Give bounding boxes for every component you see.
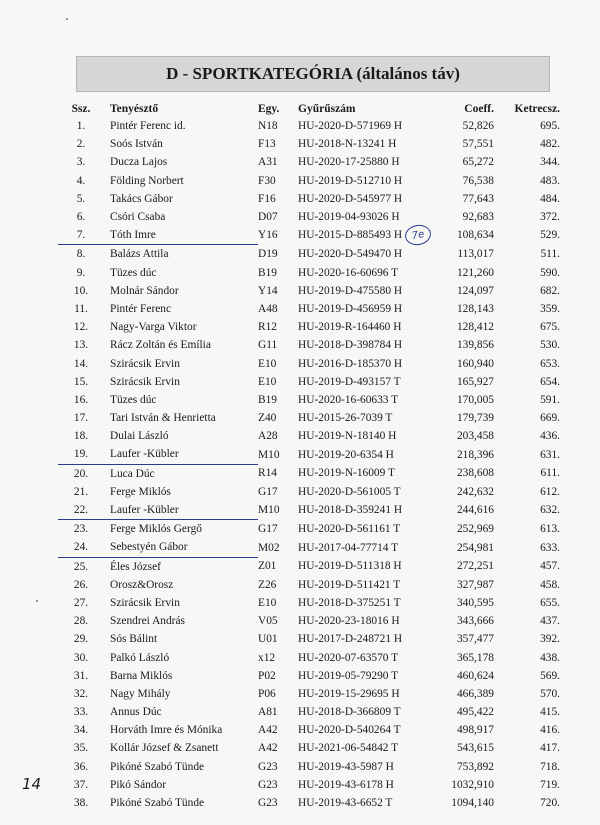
row-tenyeszto: Annus Dúc (110, 706, 162, 719)
row-gyuruszam: HU-2020-07-63570 T (298, 651, 399, 664)
row-gyuruszam: HU-2019-43-5987 H (298, 760, 394, 773)
row-coeff: 160,940 (456, 357, 494, 370)
row-ketrecsz: 392. (540, 633, 560, 646)
row-coeff: 357,477 (456, 633, 494, 646)
row-coeff: 365,178 (456, 651, 494, 664)
table-row (58, 172, 562, 190)
row-ketrecsz: 695. (540, 120, 560, 133)
page-title-box (76, 56, 550, 92)
row-tenyeszto: Szendrei András (110, 615, 185, 628)
row-tenyeszto: Tóth Imre (104, 226, 258, 245)
row-egy: M02 (258, 541, 280, 554)
table-row (58, 354, 562, 372)
row-coeff: 254,981 (456, 541, 494, 554)
row-ssz: 22. (58, 501, 104, 520)
row-ketrecsz: 590. (540, 266, 560, 279)
row-ssz: 26. (73, 578, 89, 591)
table-row (58, 794, 562, 812)
row-tenyeszto: Nagy Mihály (110, 687, 171, 700)
row-ketrecsz: 591. (540, 393, 560, 406)
row-ssz: 25. (73, 560, 89, 573)
annotation-text: 7e (410, 228, 426, 242)
row-egy: N18 (258, 120, 278, 133)
row-coeff: 52,826 (462, 120, 494, 133)
row-egy: D19 (258, 248, 278, 261)
row-coeff: 128,143 (456, 302, 494, 315)
row-gyuruszam: HU-2018-D-366809 T (298, 706, 401, 719)
row-coeff: 466,389 (456, 687, 494, 700)
row-gyuruszam: HU-2020-D-571969 H (298, 120, 403, 133)
row-gyuruszam: HU-2015-D-885493 H (298, 229, 403, 242)
row-tenyeszto: Szirácsik Ervin (110, 357, 180, 370)
row-tenyeszto: Luca Dúc (110, 467, 155, 480)
row-ketrecsz: 613. (540, 522, 560, 535)
row-egy: E10 (258, 357, 277, 370)
row-egy: Z01 (258, 560, 277, 573)
table-row (58, 685, 562, 703)
table-row (58, 208, 562, 226)
row-ketrecsz: 417. (540, 742, 560, 755)
row-egy: Z40 (258, 412, 277, 425)
row-gyuruszam: HU-2020-D-540264 T (298, 724, 401, 737)
row-egy: R12 (258, 321, 277, 334)
row-ssz: 13. (73, 339, 89, 352)
row-egy: V05 (258, 615, 278, 628)
row-gyuruszam: HU-2019-05-79290 T (298, 669, 399, 682)
row-ketrecsz: 484. (540, 192, 560, 205)
row-gyuruszam: HU-2020-D-561005 T (298, 485, 401, 498)
row-gyuruszam: HU-2019-D-493157 T (298, 375, 401, 388)
row-tenyeszto: Szirácsik Ervin (110, 596, 180, 609)
table-row (58, 445, 562, 464)
row-ssz: 21. (73, 485, 89, 498)
page-title: D - SPORTKATEGÓRIA (általános táv) (166, 64, 460, 83)
row-egy: A48 (258, 302, 278, 315)
row-ssz: 12. (73, 321, 89, 334)
row-ketrecsz: 457. (540, 560, 560, 573)
row-ketrecsz: 436. (540, 430, 560, 443)
row-tenyeszto: Csóri Csaba (110, 211, 166, 224)
row-ketrecsz: 511. (540, 248, 560, 261)
header-coeff: Coeff. (464, 103, 494, 115)
row-tenyeszto: Laufer -Kübler (104, 445, 258, 464)
row-coeff: 498,917 (456, 724, 494, 737)
row-egy: B19 (258, 266, 277, 279)
row-gyuruszam: HU-2020-16-60633 T (298, 393, 399, 406)
row-egy: G17 (258, 522, 278, 535)
row-ketrecsz: 632. (540, 504, 560, 517)
row-tenyeszto: Molnár Sándor (110, 284, 179, 297)
table-row (58, 501, 562, 520)
row-egy: A42 (258, 742, 278, 755)
table-body (58, 117, 562, 812)
row-tenyeszto: Balázs Attila (110, 248, 169, 261)
row-ketrecsz: 458. (540, 578, 560, 591)
row-ssz: 30. (73, 651, 89, 664)
row-ssz: 34. (73, 724, 89, 737)
row-tenyeszto: Rácz Zoltán és Emília (110, 339, 211, 352)
row-ketrecsz: 631. (540, 448, 560, 461)
row-ssz: 10. (73, 284, 89, 297)
table-row (58, 300, 562, 318)
table-row (58, 739, 562, 757)
row-coeff: 753,892 (456, 760, 494, 773)
row-coeff: 238,608 (456, 467, 494, 480)
row-coeff: 244,616 (456, 504, 494, 517)
row-gyuruszam: HU-2019-D-512710 H (298, 174, 403, 187)
row-ssz: 18. (73, 430, 89, 443)
row-ssz: 31. (73, 669, 89, 682)
row-gyuruszam: HU-2019-R-164460 H (298, 321, 402, 334)
row-ssz: 23. (73, 523, 89, 536)
row-gyuruszam: HU-2020-23-18016 H (298, 615, 400, 628)
table-row (58, 318, 562, 336)
row-ketrecsz: 416. (540, 724, 560, 737)
row-coeff: 65,272 (462, 156, 494, 169)
row-ketrecsz: 529. (540, 229, 560, 242)
row-ketrecsz: 569. (540, 669, 560, 682)
row-tenyeszto: Tüzes dúc (110, 266, 157, 279)
row-coeff: 121,260 (456, 266, 494, 279)
row-ssz: 8. (76, 248, 86, 261)
row-ketrecsz: 718. (540, 760, 560, 773)
row-egy: Y14 (258, 284, 278, 297)
row-egy: G23 (258, 760, 278, 773)
row-gyuruszam: HU-2019-20-6354 H (298, 448, 394, 461)
row-egy: M10 (258, 448, 280, 461)
row-tenyeszto: Pintér Ferenc (110, 302, 172, 315)
row-gyuruszam: HU-2018-D-359241 H (298, 504, 403, 517)
row-gyuruszam: HU-2018-D-375251 T (298, 596, 401, 609)
row-egy: G11 (258, 339, 278, 352)
row-ssz: 4. (76, 174, 86, 187)
row-gyuruszam: HU-2020-D-561161 T (298, 522, 401, 535)
table-row (58, 557, 562, 576)
table-row (58, 721, 562, 739)
results-table (58, 101, 562, 812)
row-ssz: 33. (73, 706, 89, 719)
row-coeff: 1032,910 (451, 778, 494, 791)
row-gyuruszam: HU-2020-D-545977 H (298, 192, 403, 205)
row-coeff: 165,927 (456, 375, 494, 388)
header-egy: Egy. (258, 103, 280, 115)
row-tenyeszto: Tari István & Henrietta (110, 412, 216, 425)
row-ketrecsz: 669. (540, 412, 560, 425)
row-egy: G23 (258, 778, 278, 791)
row-gyuruszam: HU-2020-16-60696 T (298, 266, 399, 279)
row-tenyeszto: Földing Norbert (110, 174, 184, 187)
row-coeff: 252,969 (456, 522, 494, 535)
table-row (58, 612, 562, 630)
row-egy: x12 (258, 651, 276, 664)
row-egy: A81 (258, 706, 278, 719)
row-ssz: 17. (73, 412, 89, 425)
row-gyuruszam: HU-2021-06-54842 T (298, 742, 399, 755)
row-coeff: 242,632 (456, 485, 494, 498)
row-tenyeszto: Tüzes dúc (110, 393, 157, 406)
row-gyuruszam: HU-2019-43-6178 H (298, 778, 394, 791)
table-row (58, 153, 562, 171)
row-coeff: 272,251 (456, 560, 494, 573)
row-ssz: 9. (76, 266, 86, 279)
row-ketrecsz: 482. (540, 138, 560, 151)
table-row (58, 538, 562, 557)
row-ssz: 37. (73, 778, 89, 791)
row-coeff: 108,634 (456, 229, 494, 242)
row-tenyeszto: Ferge Miklós Gergő (110, 523, 202, 536)
scan-speck (66, 18, 68, 20)
row-coeff: 113,017 (457, 248, 494, 261)
table-row (58, 776, 562, 794)
row-egy: F13 (258, 138, 276, 151)
row-tenyeszto: Pintér Ferenc id. (110, 120, 186, 133)
page-number: 14 (22, 775, 42, 793)
row-ssz: 2. (76, 138, 86, 151)
row-tenyeszto: Éles József (110, 560, 161, 573)
row-tenyeszto: Pikó Sándor (110, 778, 167, 791)
row-egy: R14 (258, 467, 277, 480)
row-ketrecsz: 655. (540, 596, 560, 609)
row-ketrecsz: 675. (540, 321, 560, 334)
row-ssz: 35. (73, 742, 89, 755)
row-coeff: 203,458 (456, 430, 494, 443)
table-row (58, 648, 562, 666)
row-ketrecsz: 611. (540, 467, 560, 480)
row-coeff: 543,615 (456, 742, 494, 755)
row-coeff: 343,666 (456, 615, 494, 628)
table-row (58, 226, 562, 245)
row-egy: G17 (258, 485, 278, 498)
row-egy: Z26 (258, 578, 277, 591)
table-row (58, 483, 562, 501)
row-egy: M10 (258, 504, 280, 517)
row-coeff: 139,856 (456, 339, 494, 352)
row-egy: E10 (258, 596, 277, 609)
row-tenyeszto: Horváth Imre és Mónika (110, 724, 223, 737)
row-coeff: 57,551 (462, 138, 494, 151)
row-ketrecsz: 682. (540, 284, 560, 297)
row-ketrecsz: 612. (540, 485, 560, 498)
row-ssz: 29. (73, 633, 89, 646)
row-ketrecsz: 720. (540, 797, 560, 810)
row-ketrecsz: 653. (540, 357, 560, 370)
row-ketrecsz: 530. (540, 339, 560, 352)
row-tenyeszto: Dulai László (110, 430, 169, 443)
row-ketrecsz: 415. (540, 706, 560, 719)
row-tenyeszto: Kollár József & Zsanett (110, 742, 219, 755)
table-row (58, 117, 562, 135)
header-tenyeszto: Tenyésztő (110, 103, 159, 115)
row-gyuruszam: HU-2018-D-398784 H (298, 339, 403, 352)
row-gyuruszam: HU-2017-04-77714 T (298, 541, 399, 554)
table-row (58, 427, 562, 445)
table-row (58, 703, 562, 721)
row-egy: B19 (258, 393, 277, 406)
row-ssz: 7. (58, 226, 104, 245)
row-coeff: 327,987 (456, 578, 494, 591)
row-egy: F30 (258, 174, 276, 187)
row-coeff: 76,538 (462, 174, 494, 187)
row-tenyeszto: Orosz&Orosz (110, 578, 174, 591)
row-ssz: 19. (58, 445, 104, 464)
table-header-row (58, 101, 562, 117)
row-egy: E10 (258, 375, 277, 388)
row-ssz: 28. (73, 615, 89, 628)
row-egy: P06 (258, 687, 276, 700)
table-row (58, 576, 562, 594)
row-coeff: 77,643 (462, 192, 494, 205)
row-coeff: 340,595 (456, 596, 494, 609)
row-coeff: 92,683 (462, 211, 494, 224)
row-egy: A28 (258, 430, 278, 443)
row-coeff: 460,624 (456, 669, 494, 682)
row-gyuruszam: HU-2019-D-456959 H (298, 302, 403, 315)
row-ssz: 27. (73, 596, 89, 609)
row-tenyeszto: Takács Gábor (110, 192, 173, 205)
row-egy: A31 (258, 156, 278, 169)
row-tenyeszto: Szirácsik Ervin (110, 375, 180, 388)
row-tenyeszto: Ducza Lajos (110, 156, 168, 169)
row-gyuruszam: HU-2019-D-475580 H (298, 284, 403, 297)
row-gyuruszam: HU-2015-26-7039 T (298, 412, 393, 425)
row-ssz: 24. (58, 538, 104, 557)
row-ssz: 36. (73, 760, 89, 773)
row-coeff: 128,412 (456, 321, 494, 334)
table-row (58, 667, 562, 685)
row-ketrecsz: 654. (540, 375, 560, 388)
row-gyuruszam: HU-2019-D-511421 T (298, 578, 401, 591)
table-row (58, 391, 562, 409)
row-egy: F16 (258, 192, 276, 205)
row-gyuruszam: HU-2019-D-511318 H (298, 560, 402, 573)
row-ssz: 16. (73, 393, 89, 406)
row-ketrecsz: 633. (540, 541, 560, 554)
row-gyuruszam: HU-2018-N-13241 H (298, 138, 397, 151)
row-gyuruszam: HU-2019-04-93026 H (298, 211, 400, 224)
table-row (58, 758, 562, 776)
row-ssz: 14. (73, 357, 89, 370)
row-tenyeszto: Sebestyén Gábor (104, 538, 258, 557)
table-row (58, 282, 562, 300)
row-coeff: 218,396 (456, 448, 494, 461)
row-gyuruszam: HU-2020-17-25880 H (298, 156, 400, 169)
row-tenyeszto: Soós István (110, 138, 163, 151)
row-ketrecsz: 372. (540, 211, 560, 224)
row-ketrecsz: 438. (540, 651, 560, 664)
row-ketrecsz: 483. (540, 174, 560, 187)
table-row (58, 135, 562, 153)
table-row (58, 464, 562, 483)
row-coeff: 1094,140 (451, 797, 494, 810)
row-ketrecsz: 344. (540, 156, 560, 169)
header-ssz: Ssz. (71, 103, 91, 115)
row-egy: P02 (258, 669, 276, 682)
table-row (58, 520, 562, 539)
row-egy: Y16 (258, 229, 278, 242)
table-row (58, 190, 562, 208)
row-egy: G23 (258, 797, 278, 810)
row-ssz: 11. (74, 302, 88, 315)
row-gyuruszam: HU-2019-N-18140 H (298, 430, 397, 443)
row-ketrecsz: 570. (540, 687, 560, 700)
row-coeff: 495,422 (456, 706, 494, 719)
row-tenyeszto: Laufer -Kübler (104, 501, 258, 520)
row-ssz: 1. (76, 120, 86, 133)
row-coeff: 179,739 (456, 412, 494, 425)
row-egy: D07 (258, 211, 278, 224)
row-gyuruszam: HU-2020-D-549470 H (298, 248, 403, 261)
row-egy: A42 (258, 724, 278, 737)
row-egy: U01 (258, 633, 278, 646)
row-gyuruszam: HU-2019-43-6652 T (298, 797, 393, 810)
row-tenyeszto: Barna Miklós (110, 669, 173, 682)
row-tenyeszto: Nagy-Varga Viktor (110, 321, 197, 334)
table-row (58, 245, 562, 264)
row-tenyeszto: Palkó László (110, 651, 170, 664)
row-ssz: 15. (73, 375, 89, 388)
row-gyuruszam: HU-2019-15-29695 H (298, 687, 400, 700)
row-gyuruszam: HU-2016-D-185370 H (298, 357, 403, 370)
table-row (58, 336, 562, 354)
row-tenyeszto: Ferge Miklós (110, 485, 171, 498)
row-gyuruszam: HU-2019-N-16009 T (298, 467, 395, 480)
table-row (58, 409, 562, 427)
row-gyuruszam: HU-2017-D-248721 H (298, 633, 403, 646)
row-ssz: 20. (73, 467, 89, 480)
row-ketrecsz: 359. (540, 302, 560, 315)
header-ketrecsz: Ketrecsz. (514, 103, 560, 115)
table-row (58, 594, 562, 612)
header-gyuruszam: Gyűrűszám (298, 103, 356, 115)
row-ssz: 3. (76, 156, 86, 169)
row-coeff: 170,005 (456, 393, 494, 406)
row-ssz: 5. (76, 192, 86, 205)
row-tenyeszto: Pikóné Szabó Tünde (110, 760, 205, 773)
table-row (58, 264, 562, 282)
table-row (58, 630, 562, 648)
row-ketrecsz: 719. (540, 778, 560, 791)
row-tenyeszto: Sós Bálint (110, 633, 158, 646)
row-ssz: 6. (76, 211, 86, 224)
row-tenyeszto: Pikóné Szabó Tünde (110, 797, 205, 810)
scan-speck (36, 600, 38, 602)
row-ssz: 38. (73, 797, 89, 810)
row-ssz: 32. (73, 687, 89, 700)
row-ketrecsz: 437. (540, 615, 560, 628)
table-row (58, 373, 562, 391)
row-coeff: 124,097 (456, 284, 494, 297)
